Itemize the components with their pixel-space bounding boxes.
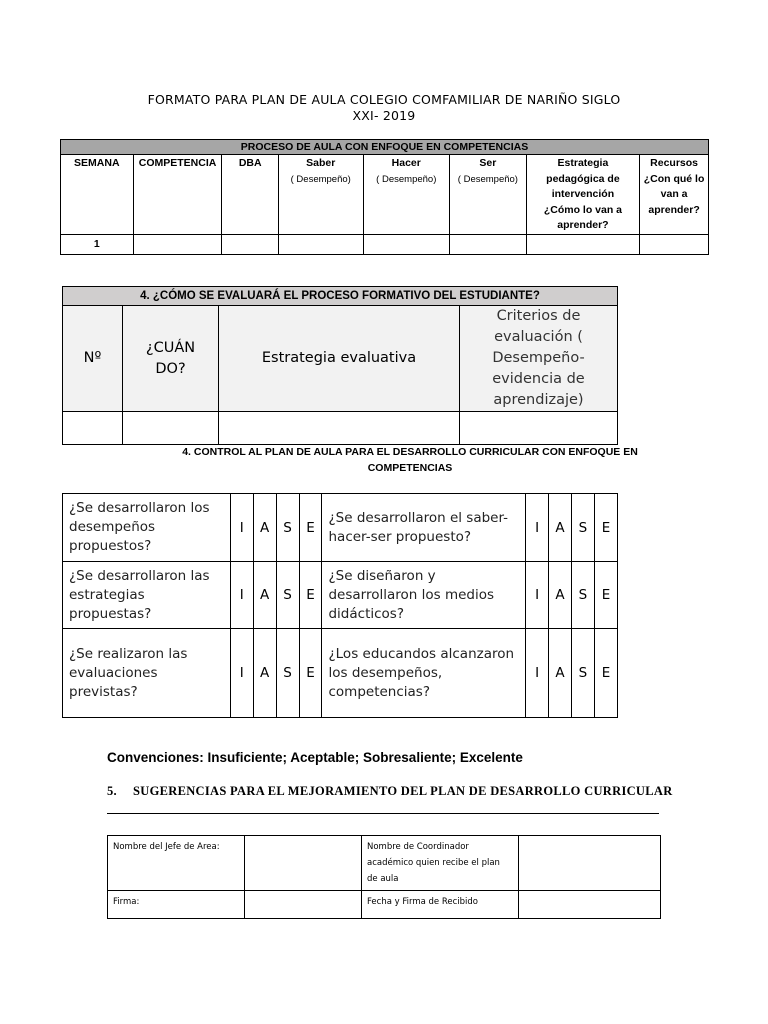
col-criterios: Criterios de evaluación ( Desempeño-evidencia de aprendizaje)	[460, 306, 618, 412]
cell-criterios[interactable]	[460, 412, 618, 445]
signature-table	[107, 835, 661, 919]
option-a[interactable]: A	[253, 494, 276, 562]
cell-recursos[interactable]	[640, 234, 709, 254]
option-a[interactable]: A	[549, 562, 572, 629]
control-row	[63, 629, 618, 718]
question-3: ¿Se desarrollaron las estrategias propuestas?	[63, 562, 231, 629]
question-4: ¿Se diseñaron y desarrollaron los medios didácticos?	[322, 562, 526, 629]
evaluation-header-row	[63, 306, 618, 412]
section-5-title: SUGERENCIAS PARA EL MEJORAMIENTO DEL PLAN DE DESARROLLO CURRICULAR	[133, 784, 673, 798]
section-5-number: 5.	[107, 784, 117, 798]
option-s[interactable]: S	[276, 629, 299, 718]
option-e[interactable]: E	[594, 629, 617, 718]
signature-row	[108, 836, 661, 891]
option-s[interactable]: S	[572, 494, 595, 562]
conventions-legend: Convenciones: Insuficiente; Aceptable; Sobresaliente; Excelente	[107, 750, 523, 765]
suggestions-line[interactable]	[107, 813, 659, 814]
section-5-heading	[107, 784, 673, 799]
field-coordinador[interactable]	[519, 836, 661, 891]
option-a[interactable]: A	[549, 494, 572, 562]
section-4-heading: 4. CONTROL AL PLAN DE AULA PARA EL DESARROLLO CURRICULAR CON ENFOQUE EN COMPETENCIAS	[182, 446, 638, 474]
col-numero: Nº	[63, 306, 123, 412]
label-fecha-firma: Fecha y Firma de Recibido	[362, 891, 519, 919]
option-e[interactable]: E	[594, 494, 617, 562]
cell-estrategia-evaluativa[interactable]	[219, 412, 460, 445]
cell-competencia[interactable]	[133, 234, 222, 254]
option-e[interactable]: E	[299, 629, 322, 718]
control-row	[63, 562, 618, 629]
col-saber: Saber ( Desempeño)	[278, 155, 363, 235]
title-line-2: XXI- 2019	[352, 108, 416, 123]
option-i[interactable]: I	[230, 629, 253, 718]
question-1: ¿Se desarrollaron los desempeños propuestos?	[63, 494, 231, 562]
classroom-process-table	[60, 139, 709, 255]
col-estrategia-evaluativa: Estrategia evaluativa	[219, 306, 460, 412]
signature-row	[108, 891, 661, 919]
cell-numero[interactable]	[63, 412, 123, 445]
control-row	[63, 494, 618, 562]
table-header-row	[61, 155, 709, 235]
option-s[interactable]: S	[572, 562, 595, 629]
option-a[interactable]: A	[253, 629, 276, 718]
col-recursos: Recursos ¿Con qué lo van a aprender?	[640, 155, 709, 235]
option-i[interactable]: I	[526, 629, 549, 718]
field-jefe-area[interactable]	[245, 836, 362, 891]
option-e[interactable]: E	[299, 494, 322, 562]
option-e[interactable]: E	[594, 562, 617, 629]
table-band: PROCESO DE AULA CON ENFOQUE EN COMPETENCIAS	[61, 140, 709, 155]
option-s[interactable]: S	[572, 629, 595, 718]
col-cuando: ¿CUÁN DO?	[123, 306, 219, 412]
document-title	[0, 92, 768, 123]
question-6: ¿Los educandos alcanzaron los desempeños, competencias?	[322, 629, 526, 718]
col-hacer: Hacer ( Desempeño)	[363, 155, 450, 235]
option-i[interactable]: I	[230, 494, 253, 562]
evaluation-table	[62, 286, 618, 445]
label-firma: Firma:	[108, 891, 245, 919]
control-table	[62, 493, 618, 718]
col-dba: DBA	[222, 155, 279, 235]
cell-hacer[interactable]	[363, 234, 450, 254]
question-5: ¿Se realizaron las evaluaciones previstas?	[63, 629, 231, 718]
option-i[interactable]: I	[526, 494, 549, 562]
row-number: 1	[61, 234, 134, 254]
field-fecha-firma[interactable]	[519, 891, 661, 919]
title-line-1: FORMATO PARA PLAN DE AULA COLEGIO COMFAMILIAR DE NARIÑO SIGLO	[147, 92, 621, 107]
option-i[interactable]: I	[230, 562, 253, 629]
field-firma[interactable]	[245, 891, 362, 919]
option-s[interactable]: S	[276, 494, 299, 562]
col-ser: Ser ( Desempeño)	[450, 155, 527, 235]
option-s[interactable]: S	[276, 562, 299, 629]
evaluation-band: 4. ¿CÓMO SE EVALUARÁ EL PROCESO FORMATIVO DEL ESTUDIANTE?	[63, 287, 618, 306]
evaluation-row	[63, 412, 618, 445]
question-2: ¿Se desarrollaron el saber-hacer-ser propuesto?	[322, 494, 526, 562]
cell-saber[interactable]	[278, 234, 363, 254]
cell-cuando[interactable]	[123, 412, 219, 445]
cell-ser[interactable]	[450, 234, 527, 254]
option-i[interactable]: I	[526, 562, 549, 629]
option-a[interactable]: A	[549, 629, 572, 718]
option-e[interactable]: E	[299, 562, 322, 629]
col-estrategia: Estrategia pedagógica de intervención ¿Cómo lo van a aprender?	[526, 155, 639, 235]
label-jefe-area: Nombre del Jefe de Area:	[108, 836, 245, 891]
table-row	[61, 234, 709, 254]
col-semana: SEMANA	[61, 155, 134, 235]
option-a[interactable]: A	[253, 562, 276, 629]
col-competencia: COMPETENCIA	[133, 155, 222, 235]
cell-dba[interactable]	[222, 234, 279, 254]
cell-estrategia[interactable]	[526, 234, 639, 254]
label-coordinador: Nombre de Coordinador académico quien recibe el plan de aula	[362, 836, 519, 891]
